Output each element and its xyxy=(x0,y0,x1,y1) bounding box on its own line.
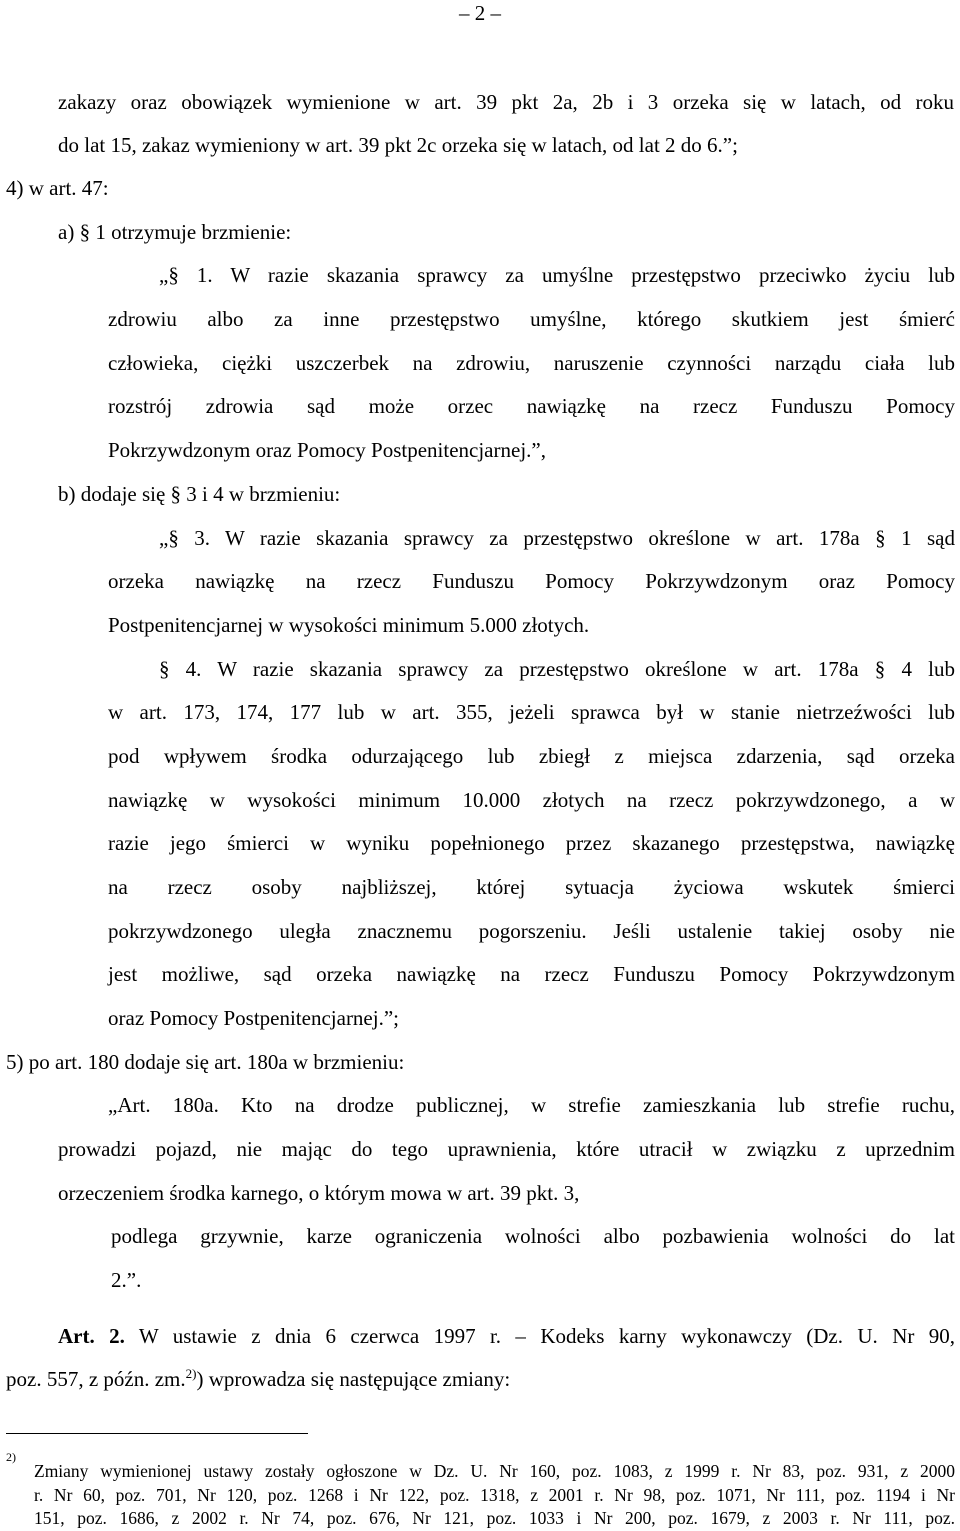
text-line xyxy=(6,1366,510,1392)
text-line: podlega grzywnie, karze ograniczenia wolności albo pozbawienia wolności do lat xyxy=(111,1224,955,1248)
text-line: w art. 173, 174, 177 lub w art. 355, jeżeli sprawca był w stanie nietrzeźwości lub xyxy=(108,700,955,724)
text-line: Postpenitencjarnej w wysokości minimum 5.000 złotych. xyxy=(108,613,590,637)
footnote-marker: 2) xyxy=(6,1450,16,1464)
text-span: poz. 557, z późn. zm. xyxy=(6,1367,186,1391)
text-line: razie jego śmierci w wyniku popełnionego przez skazanego przestępstwa, nawiązkę xyxy=(108,831,955,855)
text-span: W ustawie z dnia 6 czerwca 1997 r. – Kodeks karny wykonawczy (Dz. U. Nr 90, xyxy=(124,1324,955,1348)
text-line: pokrzywdzonego uległa znacznemu pogorszeniu. Jeśli ustalenie takiej osoby nie xyxy=(108,919,955,943)
text-line: 5) po art. 180 dodaje się art. 180a w brzmieniu: xyxy=(6,1050,405,1074)
footnote-line: r. Nr 60, poz. 701, Nr 120, poz. 1268 i Nr 122, poz. 1318, z 2001 r. Nr 98, poz. 1071, Nr 111, poz. 1194 i Nr xyxy=(34,1485,955,1505)
footnote-reference: 2) xyxy=(185,1366,197,1381)
text-line: „Art. 180a. Kto na drodze publicznej, w strefie zamieszkania lub strefie ruchu, xyxy=(108,1093,955,1117)
footnote-separator xyxy=(6,1433,308,1434)
text-line: człowieka, ciężki uszczerbek na zdrowiu, naruszenie czynności narządu ciała lub xyxy=(108,351,955,375)
text-line: prowadzi pojazd, nie mając do tego uprawnienia, które utracił w związku z uprzednim xyxy=(58,1137,955,1161)
footnote-line: Zmiany wymienionej ustawy zostały ogłoszone w Dz. U. Nr 160, poz. 1083, z 1999 r. Nr 83, poz. 931, z 2000 xyxy=(34,1461,955,1481)
text-line: „§ 1. W razie skazania sprawcy za umyślne przestępstwo przeciwko życiu lub xyxy=(159,263,955,287)
text-line: jest możliwe, sąd orzeka nawiązkę na rzecz Funduszu Pomocy Pokrzywdzonym xyxy=(108,962,955,986)
text-line: 4) w art. 47: xyxy=(6,176,109,200)
text-line: „§ 3. W razie skazania sprawcy za przestępstwo określone w art. 178a § 1 sąd xyxy=(159,526,955,550)
text-line: pod wpływem środka odurzającego lub zbiegł z miejsca zdarzenia, sąd orzeka xyxy=(108,744,955,768)
text-line: orzeka nawiązkę na rzecz Funduszu Pomocy Pokrzywdzonym oraz Pomocy xyxy=(108,569,955,593)
text-line: rozstrój zdrowia sąd może orzec nawiązkę na rzecz Funduszu Pomocy xyxy=(108,394,955,418)
text-line: na rzecz osoby najbliższej, której sytuacja życiowa wskutek śmierci xyxy=(108,875,955,899)
text-line: zdrowiu albo za inne przestępstwo umyślne, którego skutkiem jest śmierć xyxy=(108,307,955,331)
text-line: oraz Pomocy Postpenitencjarnej.”; xyxy=(108,1006,399,1030)
text-line: do lat 15, zakaz wymieniony w art. 39 pkt 2c orzeka się w latach, od lat 2 do 6.”; xyxy=(58,133,738,157)
text-line: nawiązkę w wysokości minimum 10.000 złotych na rzecz pokrzywdzonego, a w xyxy=(108,788,955,812)
text-line: 2.”. xyxy=(111,1268,142,1292)
article-label: Art. 2. xyxy=(58,1324,125,1348)
text-span: ) wprowadza się następujące zmiany: xyxy=(196,1367,511,1391)
text-line: zakazy oraz obowiązek wymienione w art. 39 pkt 2a, 2b i 3 orzeka się w latach, od roku xyxy=(58,90,954,114)
text-line: orzeczeniem środka karnego, o którym mowa w art. 39 pkt. 3, xyxy=(58,1181,580,1205)
text-line: a) § 1 otrzymuje brzmienie: xyxy=(58,220,292,244)
text-line: § 4. W razie skazania sprawcy za przestępstwo określone w art. 178a § 4 lub xyxy=(159,657,955,681)
page-number: – 2 – xyxy=(459,1,501,25)
text-line xyxy=(58,1323,955,1349)
text-line: Pokrzywdzonym oraz Pomocy Postpenitencjarnej.”, xyxy=(108,438,546,462)
text-line: b) dodaje się § 3 i 4 w brzmieniu: xyxy=(58,482,341,506)
footnote-line: 151, poz. 1686, z 2002 r. Nr 74, poz. 676, Nr 121, poz. 1033 i Nr 200, poz. 1679, z 2003 r. Nr 111, poz. xyxy=(34,1508,955,1528)
